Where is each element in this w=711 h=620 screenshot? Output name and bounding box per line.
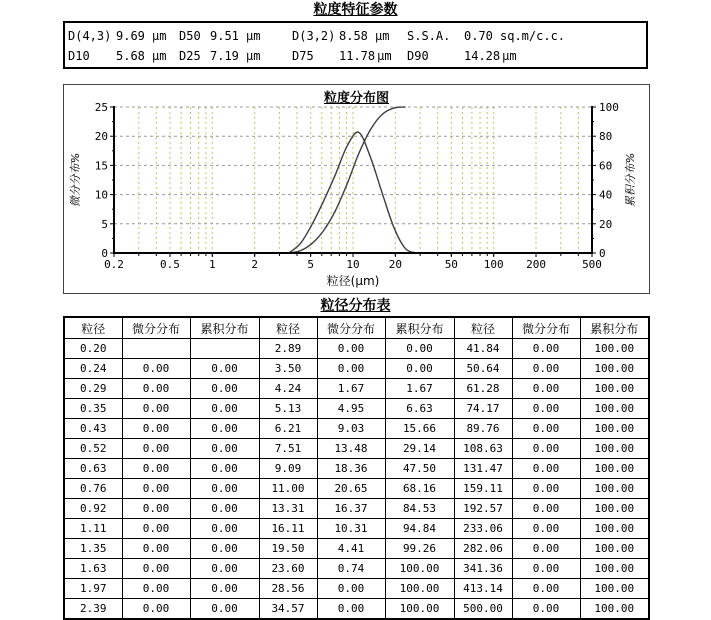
table-cell: 0.00 (317, 599, 385, 620)
series-curve-cumulative (289, 107, 406, 253)
table-cell: 100.00 (580, 459, 649, 479)
table-cell: 0.00 (512, 339, 580, 359)
table-cell: 0.63 (64, 459, 122, 479)
param-unit: µm (375, 29, 390, 43)
table-cell: 0.00 (122, 559, 190, 579)
table-cell: 0.00 (190, 499, 259, 519)
table-cell: 100.00 (580, 499, 649, 519)
table-cell: 0.00 (512, 439, 580, 459)
table-cell: 0.00 (512, 459, 580, 479)
y-tick-label-left: 25 (94, 101, 108, 114)
distribution-table (63, 316, 650, 620)
table-cell: 100.00 (580, 379, 649, 399)
table-cell: 0.43 (64, 419, 122, 439)
table-cell: 0.00 (190, 519, 259, 539)
table-row (64, 379, 649, 399)
param-ssa (407, 26, 565, 46)
params-row (65, 26, 646, 46)
table-cell: 41.84 (454, 339, 512, 359)
table-cell: 13.48 (317, 439, 385, 459)
table-cell: 100.00 (580, 339, 649, 359)
x-axis-title: 粒径(µm) (326, 274, 380, 288)
table-cell: 94.84 (385, 519, 454, 539)
table-cell: 9.03 (317, 419, 385, 439)
table-header-cell: 微分分布 (512, 317, 580, 339)
table-cell: 108.63 (454, 439, 512, 459)
table-header-cell: 累积分布 (190, 317, 259, 339)
table-cell: 61.28 (454, 379, 512, 399)
table-cell: 5.13 (259, 399, 317, 419)
table-cell: 0.00 (190, 579, 259, 599)
table-cell: 282.06 (454, 539, 512, 559)
y-tick-label-left: 15 (94, 159, 108, 173)
table-cell: 11.00 (259, 479, 317, 499)
param-unit: µm (246, 49, 261, 63)
table-cell: 233.06 (454, 519, 512, 539)
table-cell: 7.51 (259, 439, 317, 459)
x-tick-label: 10 (346, 258, 360, 271)
params-row (65, 46, 646, 66)
table-cell: 84.53 (385, 499, 454, 519)
param-value: 0.70 (464, 29, 493, 43)
table-row (64, 419, 649, 439)
table-row (64, 459, 649, 479)
table-cell: 0.00 (122, 419, 190, 439)
table-cell: 0.92 (64, 499, 122, 519)
table-cell: 4.24 (259, 379, 317, 399)
table-cell: 100.00 (385, 599, 454, 620)
table-cell: 0.00 (385, 359, 454, 379)
table-cell: 0.00 (317, 579, 385, 599)
y-tick-label-right: 0 (599, 247, 606, 260)
table-cell: 1.11 (64, 519, 122, 539)
x-tick-label: 200 (526, 258, 546, 271)
table-header-cell: 微分分布 (122, 317, 190, 339)
param-unit: µm (502, 49, 517, 63)
param-d90 (407, 46, 517, 66)
x-tick-label: 1 (209, 258, 216, 271)
table-cell: 99.26 (385, 539, 454, 559)
table-cell: 0.52 (64, 439, 122, 459)
param-label: D75 (292, 49, 314, 63)
table-cell: 0.00 (122, 379, 190, 399)
table-cell (190, 339, 259, 359)
table-cell: 100.00 (385, 559, 454, 579)
table-cell: 100.00 (580, 599, 649, 620)
table-cell: 0.00 (190, 419, 259, 439)
table-cell: 0.00 (122, 579, 190, 599)
table-cell: 0.00 (122, 499, 190, 519)
table-cell: 0.00 (190, 479, 259, 499)
param-d32 (292, 26, 389, 46)
table-row (64, 519, 649, 539)
table-cell: 68.16 (385, 479, 454, 499)
table-cell: 15.66 (385, 419, 454, 439)
param-label: D10 (68, 49, 90, 63)
x-tick-label: 2 (251, 258, 258, 271)
table-cell: 100.00 (580, 419, 649, 439)
param-unit: µm (152, 49, 167, 63)
table-cell: 100.00 (580, 539, 649, 559)
table-cell: 0.00 (512, 599, 580, 620)
param-value: 5.68 (116, 49, 145, 63)
table-cell: 4.41 (317, 539, 385, 559)
param-label: D50 (179, 29, 201, 43)
table-cell: 1.67 (317, 379, 385, 399)
table-cell: 0.00 (122, 539, 190, 559)
table-cell: 2.39 (64, 599, 122, 620)
table-cell: 28.56 (259, 579, 317, 599)
table-cell: 0.74 (317, 559, 385, 579)
x-tick-label: 5 (307, 258, 314, 271)
table-cell: 0.00 (317, 339, 385, 359)
table-cell: 0.00 (190, 399, 259, 419)
table-row (64, 559, 649, 579)
table-cell: 20.65 (317, 479, 385, 499)
table-header-cell: 微分分布 (317, 317, 385, 339)
table-section-title: 粒径分布表 (320, 298, 391, 314)
table-cell: 89.76 (454, 419, 512, 439)
param-d25 (179, 46, 260, 66)
table-cell: 9.09 (259, 459, 317, 479)
table-cell: 100.00 (580, 559, 649, 579)
table-header-cell: 粒径 (64, 317, 122, 339)
table-cell: 0.24 (64, 359, 122, 379)
param-label: D(4,3) (68, 29, 112, 43)
table-cell: 0.00 (512, 419, 580, 439)
table-cell: 0.00 (512, 559, 580, 579)
table-cell: 0.00 (190, 379, 259, 399)
y-tick-label-left: 5 (101, 217, 108, 231)
param-d75 (292, 46, 392, 66)
y-tick-label-left: 10 (94, 188, 108, 202)
report-page (63, 0, 648, 620)
y-tick-label-right: 100 (599, 101, 619, 114)
table-header-row (64, 317, 649, 339)
table-cell: 192.57 (454, 499, 512, 519)
y-tick-label-right: 80 (599, 130, 613, 144)
table-cell: 6.21 (259, 419, 317, 439)
table-cell: 0.00 (512, 379, 580, 399)
param-label: D(3,2) (292, 29, 336, 43)
table-cell: 0.00 (190, 359, 259, 379)
x-tick-label: 0.5 (160, 258, 180, 271)
y-tick-label-left: 0 (101, 247, 108, 260)
table-cell: 47.50 (385, 459, 454, 479)
table-cell: 0.00 (512, 359, 580, 379)
table-cell: 0.00 (317, 359, 385, 379)
chart-box (63, 84, 650, 294)
y-tick-label-left: 20 (94, 130, 108, 144)
table-cell: 0.00 (190, 439, 259, 459)
table-cell: 0.00 (122, 599, 190, 620)
param-value: 9.69 (116, 29, 145, 43)
param-d50 (179, 26, 260, 46)
table-cell: 100.00 (580, 399, 649, 419)
table-cell: 10.31 (317, 519, 385, 539)
table-cell: 0.00 (190, 559, 259, 579)
table-cell: 0.00 (190, 459, 259, 479)
table-cell: 0.00 (122, 399, 190, 419)
table-row (64, 399, 649, 419)
y-tick-label-right: 60 (599, 159, 613, 173)
param-d10 (68, 46, 166, 66)
table-cell: 0.35 (64, 399, 122, 419)
params-box (63, 21, 648, 69)
table-cell: 100.00 (580, 519, 649, 539)
table-cell: 29.14 (385, 439, 454, 459)
table-cell: 0.29 (64, 379, 122, 399)
table-row (64, 599, 649, 620)
table-header-cell: 累积分布 (580, 317, 649, 339)
table-cell: 100.00 (580, 579, 649, 599)
table-cell: 0.00 (512, 479, 580, 499)
table-cell: 100.00 (385, 579, 454, 599)
table-cell: 0.00 (512, 519, 580, 539)
param-d43 (68, 26, 166, 46)
x-tick-label: 500 (582, 258, 602, 271)
x-tick-label: 0.2 (104, 258, 124, 271)
table-cell: 6.63 (385, 399, 454, 419)
table-cell: 100.00 (580, 479, 649, 499)
x-tick-label: 50 (444, 258, 458, 271)
table-cell: 74.17 (454, 399, 512, 419)
chart-canvas (64, 85, 649, 293)
table-row (64, 499, 649, 519)
table-row (64, 579, 649, 599)
table-cell: 0.20 (64, 339, 122, 359)
table-cell: 0.00 (512, 579, 580, 599)
table-cell: 100.00 (580, 359, 649, 379)
table-cell: 4.95 (317, 399, 385, 419)
table-cell: 1.67 (385, 379, 454, 399)
table-cell: 0.76 (64, 479, 122, 499)
table-cell: 34.57 (259, 599, 317, 620)
param-unit: µm (246, 29, 261, 43)
param-value: 9.51 (210, 29, 239, 43)
table-cell (122, 339, 190, 359)
param-label: S.S.A. (407, 29, 451, 43)
table-cell: 23.60 (259, 559, 317, 579)
table-cell: 341.36 (454, 559, 512, 579)
table-row (64, 359, 649, 379)
param-value: 8.58 (339, 29, 368, 43)
param-unit: sq.m/c.c. (500, 29, 566, 43)
table-header-cell: 粒径 (454, 317, 512, 339)
table-header-cell: 粒径 (259, 317, 317, 339)
table-row (64, 479, 649, 499)
y-tick-label-right: 40 (599, 188, 613, 202)
y-tick-label-right: 20 (599, 217, 613, 231)
table-cell: 2.89 (259, 339, 317, 359)
table-row (64, 539, 649, 559)
table-cell: 1.63 (64, 559, 122, 579)
x-tick-label: 20 (388, 258, 402, 271)
table-cell: 0.00 (122, 519, 190, 539)
x-tick-label: 100 (483, 258, 504, 271)
y-axis-title-right: 累积分布% (624, 152, 637, 208)
table-cell: 500.00 (454, 599, 512, 620)
table-cell: 0.00 (512, 539, 580, 559)
param-label: D90 (407, 49, 429, 63)
param-unit: µm (377, 49, 392, 63)
table-cell: 18.36 (317, 459, 385, 479)
table-cell: 100.00 (580, 439, 649, 459)
param-label: D25 (179, 49, 201, 63)
table-cell: 1.97 (64, 579, 122, 599)
table-row (64, 339, 649, 359)
table-cell: 19.50 (259, 539, 317, 559)
table-cell: 0.00 (512, 499, 580, 519)
table-cell: 0.00 (122, 439, 190, 459)
param-unit: µm (152, 29, 167, 43)
y-axis-title-left: 微分分布% (69, 152, 82, 208)
table-row (64, 439, 649, 459)
table-cell: 0.00 (190, 599, 259, 620)
table-cell: 0.00 (122, 359, 190, 379)
table-cell: 0.00 (385, 339, 454, 359)
table-header-cell: 累积分布 (385, 317, 454, 339)
param-value: 7.19 (210, 49, 239, 63)
table-cell: 13.31 (259, 499, 317, 519)
table-cell: 1.35 (64, 539, 122, 559)
param-value: 11.78 (339, 49, 376, 63)
table-cell: 16.11 (259, 519, 317, 539)
table-cell: 3.50 (259, 359, 317, 379)
table-cell: 413.14 (454, 579, 512, 599)
table-cell: 0.00 (512, 399, 580, 419)
table-cell: 131.47 (454, 459, 512, 479)
table-cell: 159.11 (454, 479, 512, 499)
table-cell: 50.64 (454, 359, 512, 379)
params-section-title: 粒度特征参数 (313, 2, 398, 18)
table-cell: 0.00 (190, 539, 259, 559)
chart-title: 粒度分布图 (323, 91, 389, 106)
table-cell: 0.00 (122, 479, 190, 499)
table-cell: 0.00 (122, 459, 190, 479)
param-value: 14.28 (464, 49, 501, 63)
table-cell: 16.37 (317, 499, 385, 519)
